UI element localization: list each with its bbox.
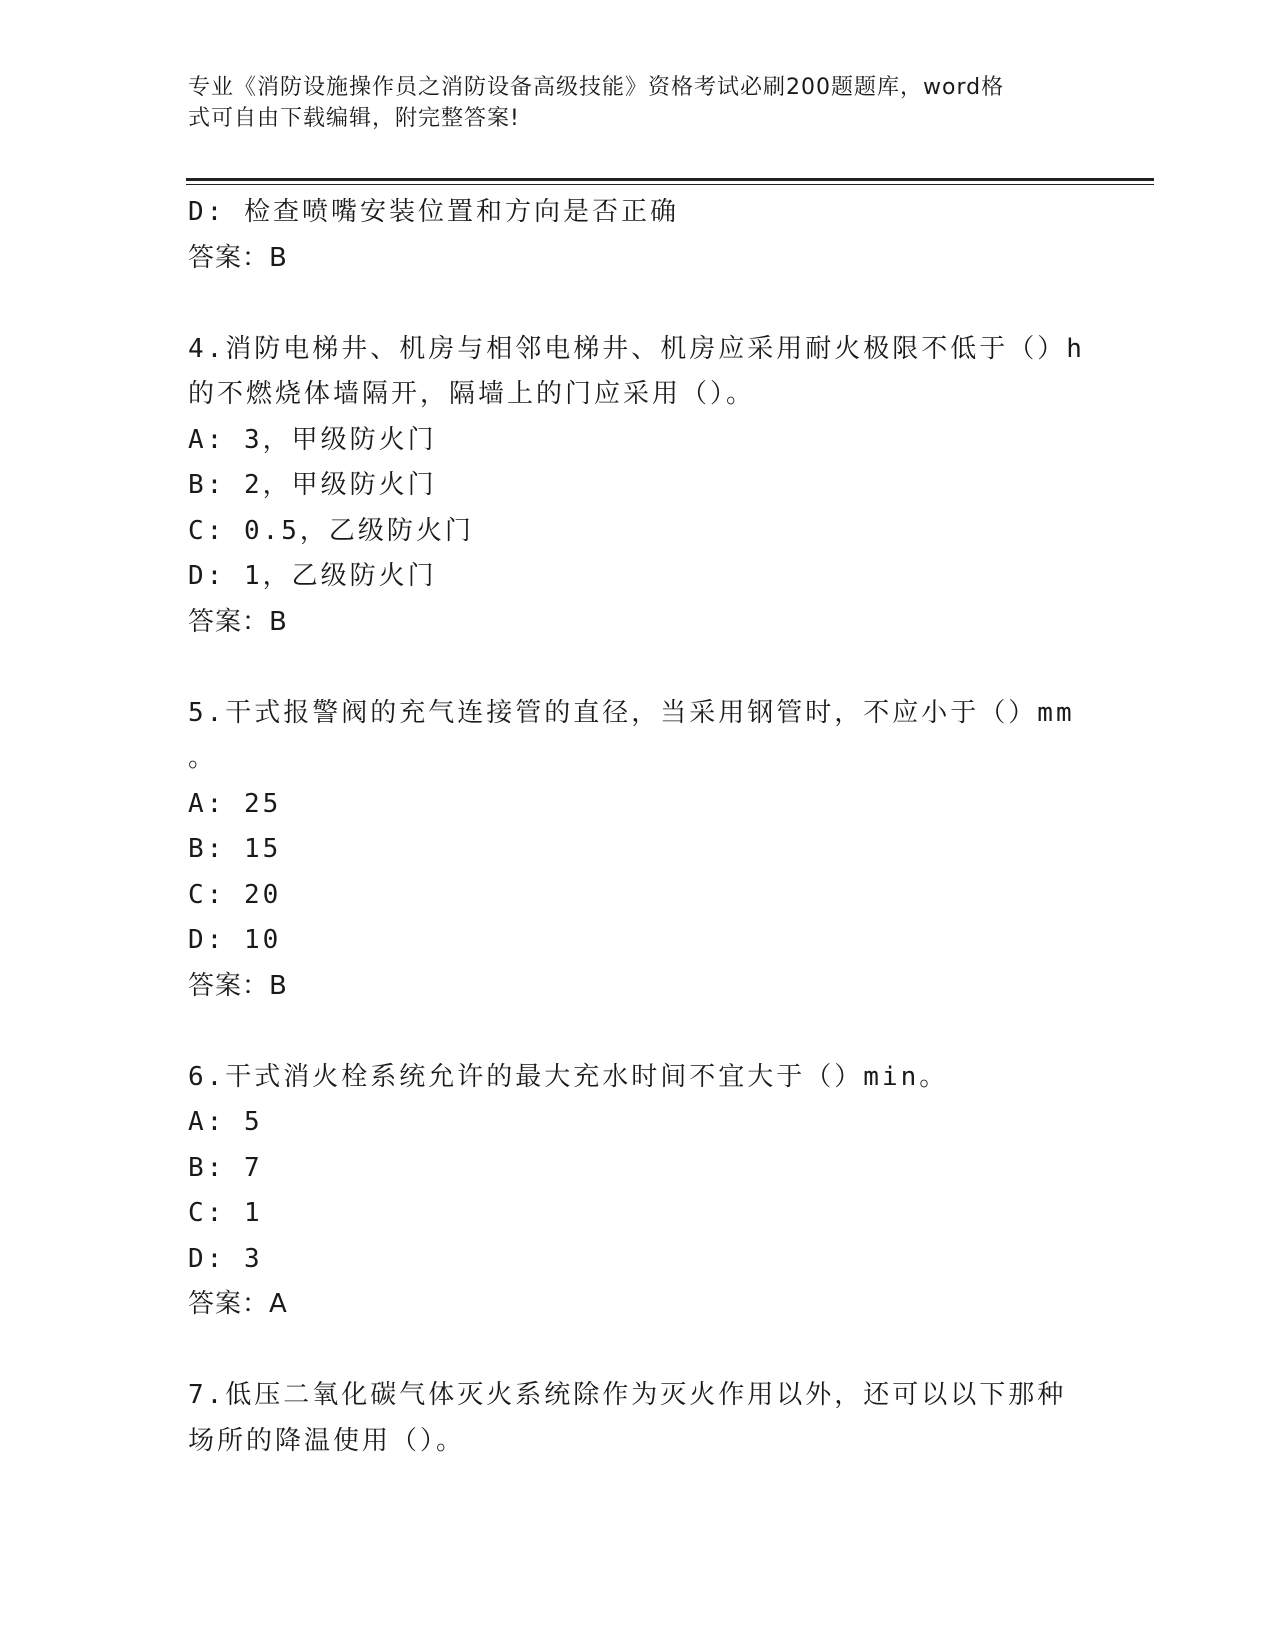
answer-label: 答案：B (188, 970, 288, 1001)
option-b: B: 7 (188, 1152, 263, 1183)
question-7 (188, 1373, 1088, 1464)
option-d: D: 10 (188, 925, 282, 955)
question-text-line: 的不燃烧体墙隔开，隔墙上的门应采用（）。 (188, 379, 756, 409)
question-text-line: 7.低压二氧化碳气体灭火系统除作为灭火作用以外，还可以以下那种 (188, 1380, 1067, 1410)
question-text-line: 场所的降温使用（）。 (188, 1425, 466, 1456)
question-text-line: 6.干式消火栓系统允许的最大充水时间不宜大于（）min。 (188, 1061, 949, 1092)
option-c: C: 0.5，乙级防火门 (188, 515, 474, 546)
option-a: A: 25 (188, 788, 282, 819)
header-divider-thin (186, 184, 1154, 185)
header-line-1: 专业《消防设施操作员之消防设备高级技能》资格考试必刷200题题库，word格 (188, 75, 1005, 100)
answer-label: 答案：A (188, 1289, 288, 1319)
answer-label: 答案：B (188, 242, 288, 273)
option-a: A: 3，甲级防火门 (188, 424, 437, 455)
document-header (188, 72, 1068, 134)
option-c: C: 20 (188, 879, 282, 910)
header-line-2: 式可自由下载编辑，附完整答案! (188, 106, 520, 131)
option-d: D: 检查喷嘴安装位置和方向是否正确 (188, 197, 679, 227)
header-divider-thick (186, 178, 1154, 181)
spacer (188, 1328, 1088, 1374)
spacer (188, 281, 1088, 327)
question-5 (188, 691, 1088, 1010)
option-b: B: 15 (188, 834, 282, 864)
question-3-tail (188, 190, 1088, 281)
question-6 (188, 1055, 1088, 1328)
option-d: D: 3 (188, 1243, 263, 1274)
question-4 (188, 327, 1088, 646)
option-d: D: 1，乙级防火门 (188, 561, 437, 591)
spacer (188, 645, 1088, 691)
spacer (188, 1009, 1088, 1055)
question-text-line: 4.消防电梯井、机房与相邻电梯井、机房应采用耐火极限不低于（）h (188, 333, 1085, 364)
question-text-line: 。 (188, 743, 218, 773)
question-list (188, 190, 1088, 1464)
option-c: C: 1 (188, 1198, 263, 1228)
question-text-line: 5.干式报警阀的充气连接管的直径，当采用钢管时，不应小于（）mm (188, 697, 1075, 728)
answer-label: 答案：B (188, 606, 288, 637)
option-a: A: 5 (188, 1107, 263, 1137)
option-b: B: 2，甲级防火门 (188, 470, 437, 500)
